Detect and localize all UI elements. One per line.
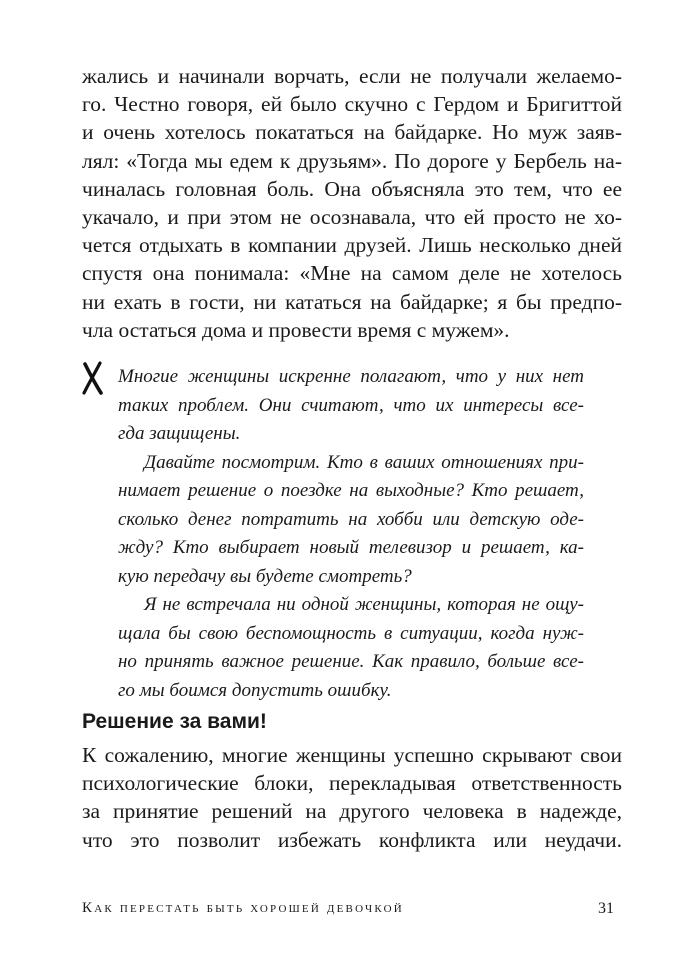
callout-line: таких проблем. Они считают, что их интересы все- xyxy=(118,394,584,416)
callout-line: сколько денег потратить на хобби или детскую оде- xyxy=(118,508,584,530)
text-line: чется отдыхать в компании друзей. Лишь несколько дней xyxy=(82,233,622,258)
page-number: 31 xyxy=(598,900,614,917)
x-mark-icon xyxy=(80,360,106,396)
text-line: психологические блоки, перекладывая ответственность xyxy=(82,771,622,796)
text-line: ни ехать в гости, ни кататься на байдарке; я бы предпо- xyxy=(82,289,622,314)
callout-line: Многие женщины искренне полагают, что у них нет xyxy=(118,366,584,387)
text-line: за принятие решений на другого человека в надежде, xyxy=(82,799,622,824)
text-line: что это позволит избежать конфликта или неудачи. xyxy=(82,827,622,852)
section-heading: Решение за вами! xyxy=(82,710,267,733)
callout-line: гда защищены. xyxy=(118,423,241,444)
text-line: жались и начинали ворчать, если не получали желаемо- xyxy=(82,64,622,88)
text-line: чиналась головная боль. Она объясняла это тем, что ее xyxy=(82,176,622,201)
text-line: го. Честно говоря, ей было скучно с Гердом и Бригиттой xyxy=(82,92,622,117)
text-line: спустя она понимала: «Мне на самом деле не хотелось xyxy=(82,261,622,286)
callout-line: Я не встречала ни одной женщины, которая не ощу- xyxy=(144,594,584,615)
callout-box xyxy=(118,363,584,705)
callout-line: но принять важное решение. Как правило, больше все- xyxy=(118,651,584,672)
callout-line: кую передачу вы будете смотреть? xyxy=(118,565,412,587)
text-line: лял: «Тогда мы едем к друзьям». По дороге у Бербель на- xyxy=(82,148,622,173)
callout-line: го мы боимся допустить ошибку. xyxy=(118,679,392,701)
text-line: и очень хотелось покататься на байдарке. Но муж заяв- xyxy=(82,120,622,145)
callout-line: нимает решение о поездке на выходные? Кто решает, xyxy=(118,480,584,501)
text-line: К сожалению, многие женщины успешно скрывают свои xyxy=(82,743,622,767)
callout-line: Давайте посмотрим. Кто в ваших отношениях при- xyxy=(144,451,584,473)
paragraph-2 xyxy=(82,741,622,854)
main-paragraph xyxy=(82,62,622,344)
callout-line: щала бы свою беспомощность в ситуации, когда нуж- xyxy=(118,622,584,644)
text-line: укачало, и при этом не осознавала, что ей просто не хо- xyxy=(82,205,622,230)
running-footer-title: Как перестать быть хорошей девочкой xyxy=(82,900,404,916)
callout-line: жду? Кто выбирает новый телевизор и решает, ка- xyxy=(118,537,584,558)
text-line: чла остаться дома и провести время с мужем». xyxy=(82,317,510,342)
paragraph-1 xyxy=(82,62,622,344)
